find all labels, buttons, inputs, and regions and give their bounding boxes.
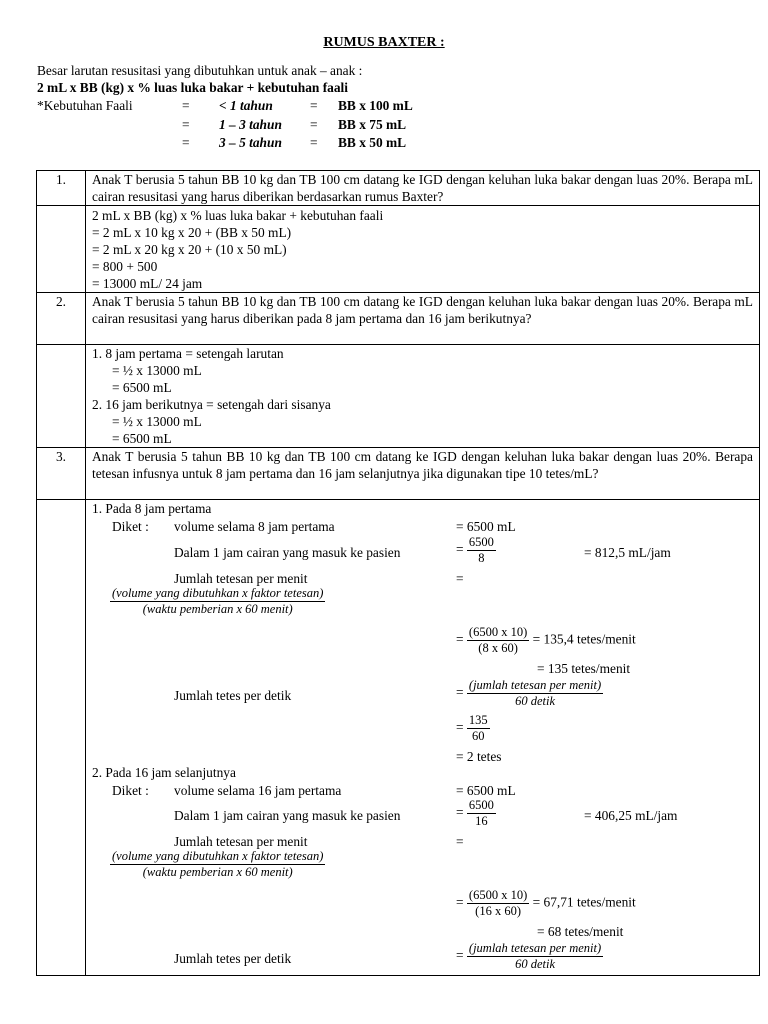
baxter-formula: 2 mL x BB (kg) x % luas luka bakar + kebutuhan faali — [37, 80, 348, 95]
question-number: 1. — [37, 171, 86, 206]
fraction-denominator: 60 — [472, 729, 485, 743]
per-sec-formula: = $\frac{\text{(jumlah tetesan per menit)}}{\text{60 detik}}$ — [456, 678, 602, 708]
drops-calculation: = $\frac{(6500 x 10)}{(8 x 60)}$ = 135,4 tetes/menit — [456, 625, 636, 655]
question-text: Anak T berusia 5 tahun BB 10 kg dan TB 100 cm datang ke IGD dengan keluhan luka bakar dengan luas 20%. Berapa mL cairan resusitasi yang harus diberikan berdasarkan rumus Baxter? — [86, 171, 760, 206]
faali-value-1: BB x 100 mL — [338, 98, 413, 113]
fraction-denominator: 16 — [475, 814, 488, 828]
fraction-denominator: (waktu pemberian x 60 menit) — [142, 865, 293, 879]
answer-line: = 2 mL x 20 kg x 20 + (10 x 50 mL) — [92, 242, 287, 257]
faali-eq-1b: = — [310, 98, 318, 113]
answer-line: 2 mL x BB (kg) x % luas luka bakar + kebutuhan faali — [92, 208, 384, 223]
per-hour-label: Dalam 1 jam cairan yang masuk ke pasien — [174, 808, 401, 823]
per-sec-label: Jumlah tetes per detik — [174, 951, 292, 966]
volume-label: volume selama 8 jam pertama — [174, 519, 335, 534]
answer-line: = ½ x 13000 mL — [112, 363, 202, 378]
answer-block — [86, 206, 760, 293]
drops-label: Jumlah tetesan per menit — [174, 571, 308, 586]
per-sec-result: = 2 tetes — [456, 749, 502, 764]
per-hour-result: = 812,5 mL/jam — [584, 545, 671, 560]
fraction-numerator: (volume yang dibutuhkan x faktor tetesan) — [112, 586, 324, 600]
per-sec-formula: = $\frac{\text{(jumlah tetesan per menit)}}{\text{60 detik}}$ — [456, 941, 602, 971]
fraction-denominator: (16 x 60) — [475, 904, 521, 918]
faali-eq-2b: = — [310, 117, 318, 132]
answer-block — [86, 345, 760, 448]
faali-age-1: < 1 tahun — [219, 98, 273, 113]
faali-age-2: 1 – 3 tahun — [219, 117, 282, 132]
fraction-numerator: 6500 — [468, 798, 494, 812]
faali-eq-2: = — [182, 117, 190, 132]
drops-result: = 135,4 tetes/menit — [532, 631, 636, 647]
answer-line: = 6500 mL — [112, 380, 172, 395]
question-row-1 — [37, 171, 760, 206]
answer-row-2 — [37, 345, 760, 448]
fraction-numerator: (6500 x 10) — [468, 888, 528, 902]
drops-rounded: = 135 tetes/menit — [537, 661, 631, 676]
faali-label: *Kebutuhan Faali — [37, 98, 133, 113]
per-sec-calculation: = $\frac{135}{60}$ — [456, 713, 488, 743]
faali-eq-3b: = — [310, 135, 318, 150]
answer-line: = 6500 mL — [112, 431, 172, 446]
answer-line: = 13000 mL/ 24 jam — [92, 276, 203, 291]
per-hour-result: = 406,25 mL/jam — [584, 808, 678, 823]
part-heading: 2. Pada 16 jam selanjutnya — [92, 765, 236, 780]
part-heading: 1. Pada 8 jam pertama — [92, 501, 212, 516]
fraction-numerator: 6500 — [468, 535, 494, 549]
equals-sign: = — [456, 834, 464, 849]
drops-label: Jumlah tetesan per menit — [174, 834, 308, 849]
answer-block — [86, 500, 760, 976]
fraction-numerator: (volume yang dibutuhkan x faktor tetesan) — [112, 849, 324, 863]
volume-label: volume selama 16 jam pertama — [174, 783, 342, 798]
faali-value-2: BB x 75 mL — [338, 117, 407, 132]
drops-formula — [110, 849, 325, 880]
diket-label: Diket : — [112, 783, 149, 798]
drip-calculation — [86, 500, 759, 975]
fraction-numerator: (jumlah tetesan per menit) — [468, 941, 602, 955]
answer-line: 1. 8 jam pertama = setengah larutan — [92, 346, 284, 361]
answer-row-3 — [37, 500, 760, 976]
drops-calculation: = $\frac{(6500 x 10)}{(16 x 60)}$ = 67,71 tetes/menit — [456, 888, 636, 918]
question-number: 3. — [37, 448, 86, 500]
per-hour-label: Dalam 1 jam cairan yang masuk ke pasien — [174, 545, 401, 560]
fraction-numerator: (6500 x 10) — [468, 625, 528, 639]
per-hour-fraction: = $\frac{6500}{8}$ — [456, 535, 494, 565]
faali-eq-3: = — [182, 135, 190, 150]
question-row-2 — [37, 293, 760, 345]
per-sec-label: Jumlah tetes per detik — [174, 688, 292, 703]
answer-line: 2. 16 jam berikutnya = setengah dari sisanya — [92, 397, 331, 412]
answer-row-1 — [37, 206, 760, 293]
fraction-denominator: (waktu pemberian x 60 menit) — [142, 602, 293, 616]
questions-table — [36, 170, 760, 976]
equals-sign: = — [456, 571, 464, 586]
fraction-numerator: (jumlah tetesan per menit) — [468, 678, 602, 692]
faali-eq-1: = — [182, 98, 190, 113]
volume-value: = 6500 mL — [456, 519, 516, 534]
question-row-3 — [37, 448, 760, 500]
fraction-denominator: (8 x 60) — [478, 641, 518, 655]
answer-line: = ½ x 13000 mL — [112, 414, 202, 429]
drops-formula — [110, 586, 325, 617]
intro-line: Besar larutan resusitasi yang dibutuhkan untuk anak – anak : — [37, 63, 363, 78]
drops-result: = 67,71 tetes/menit — [532, 894, 636, 910]
fraction-numerator: 135 — [468, 713, 488, 727]
question-number: 2. — [37, 293, 86, 345]
volume-value: = 6500 mL — [456, 783, 516, 798]
question-text: Anak T berusia 5 tahun BB 10 kg dan TB 100 cm datang ke IGD dengan keluhan luka bakar dengan luas 20%. Berapa tetesan infusnya untuk 8 jam pertama dan 16 jam selanjutnya jika digunakan tipe 10 tetes/mL? — [86, 448, 760, 500]
page-title: RUMUS BAXTER : — [323, 35, 445, 50]
diket-label: Diket : — [112, 519, 149, 534]
answer-line: = 800 + 500 — [92, 259, 158, 274]
drops-rounded: = 68 tetes/menit — [537, 924, 624, 939]
faali-value-3: BB x 50 mL — [338, 135, 407, 150]
fraction-denominator: 60 detik — [515, 957, 555, 971]
question-text: Anak T berusia 5 tahun BB 10 kg dan TB 100 cm datang ke IGD dengan keluhan luka bakar dengan luas 20%. Berapa mL cairan resusitasi yang harus diberikan pada 8 jam pertama dan 16 jam berikutnya? — [86, 293, 760, 345]
per-hour-fraction: = $\frac{6500}{16}$ — [456, 798, 494, 828]
faali-age-3: 3 – 5 tahun — [219, 135, 282, 150]
fraction-denominator: 60 detik — [515, 694, 555, 708]
fraction-denominator: 8 — [478, 551, 485, 565]
answer-line: = 2 mL x 10 kg x 20 + (BB x 50 mL) — [92, 225, 292, 240]
